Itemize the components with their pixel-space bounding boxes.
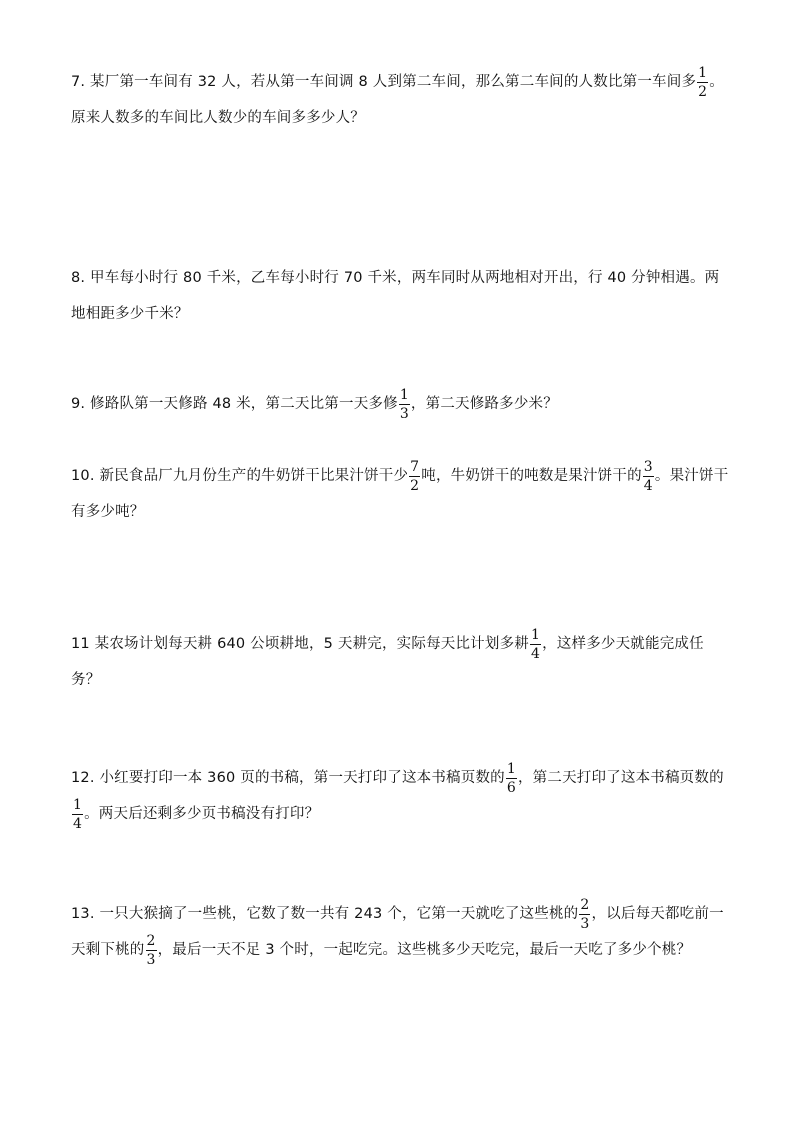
fraction-numerator: 1 — [698, 64, 708, 81]
fraction-numerator: 2 — [580, 896, 590, 913]
fraction-denominator: 3 — [399, 405, 409, 422]
problem-text: 11 某农场计划每天耕 640 公顷耕地，5 天耕完，实际每天比计划多耕 — [71, 636, 529, 652]
fraction-bar — [506, 778, 517, 779]
problem-8 — [71, 260, 731, 332]
fraction — [530, 628, 541, 661]
fraction-denominator: 2 — [410, 477, 420, 494]
problem-text: ，这样多少天就能完成任务？ — [71, 636, 704, 688]
problem-text: ，第二天修路多少米？ — [410, 396, 558, 412]
fraction — [72, 798, 83, 831]
fraction — [643, 460, 654, 493]
problem-13 — [71, 896, 731, 968]
problem-text: 8. 甲车每小时行 80 千米，乙车每小时行 70 千米，两车同时从两地相对开出，行 40 分钟相遇。两地相距多少千米？ — [71, 270, 720, 322]
problem-text: ，最后一天不足 3 个时，一起吃完。这些桃多少天吃完，最后一天吃了多少个桃？ — [157, 942, 692, 958]
fraction-denominator: 4 — [73, 815, 83, 832]
fraction-bar — [643, 476, 654, 477]
fraction — [579, 898, 590, 931]
fraction-denominator: 3 — [580, 915, 590, 932]
problem-text: 。两天后还剩多少页书稿没有打印？ — [84, 806, 320, 822]
fraction-bar — [579, 914, 590, 915]
fraction-denominator: 4 — [531, 645, 541, 662]
problem-text: ，第二天打印了这本书稿页数的 — [517, 770, 724, 786]
problem-text: 10. 新民食品厂九月份生产的牛奶饼干比果汁饼干少 — [71, 468, 409, 484]
problem-text: 。果汁饼干有多少吨？ — [71, 468, 729, 520]
fraction-numerator: 2 — [146, 932, 156, 949]
fraction-numerator: 3 — [643, 458, 653, 475]
fraction-numerator: 1 — [531, 626, 541, 643]
fraction-numerator: 1 — [73, 796, 83, 813]
problem-text: 7. 某厂第一车间有 32 人，若从第一车间调 8 人到第二车间，那么第二车间的人数比第一车间多 — [71, 74, 697, 90]
fraction-bar — [697, 82, 708, 83]
problem-text: 12. 小红要打印一本 360 页的书稿，第一天打印了这本书稿页数的 — [71, 770, 505, 786]
fraction — [697, 66, 708, 99]
fraction-numerator: 1 — [399, 386, 409, 403]
problem-10 — [71, 458, 731, 530]
problem-text: 吨，牛奶饼干的吨数是果汁饼干的 — [421, 468, 642, 484]
fraction-numerator: 1 — [506, 760, 516, 777]
problem-7 — [71, 64, 731, 136]
fraction-bar — [72, 814, 83, 815]
fraction — [399, 388, 410, 421]
fraction-numerator: 7 — [410, 458, 420, 475]
problem-12 — [71, 760, 731, 832]
fraction-denominator: 6 — [506, 779, 516, 796]
problem-9 — [71, 386, 731, 422]
fraction-bar — [399, 404, 410, 405]
fraction-bar — [530, 644, 541, 645]
fraction-bar — [409, 476, 420, 477]
problem-text: 。原来人数多的车间比人数少的车间多多少人？ — [71, 74, 724, 126]
problem-text: 9. 修路队第一天修路 48 米，第二天比第一天多修 — [71, 396, 398, 412]
fraction-denominator: 4 — [643, 477, 653, 494]
fraction — [146, 934, 157, 967]
problem-text: 13. 一只大猴摘了一些桃，它数了数一共有 243 个，它第一天就吃了这些桃的 — [71, 906, 579, 922]
fraction-bar — [146, 950, 157, 951]
fraction-denominator: 2 — [698, 83, 708, 100]
fraction-denominator: 3 — [146, 951, 156, 968]
problem-11 — [71, 626, 731, 698]
fraction — [409, 460, 420, 493]
problem-text: ，以后每天都吃前一天剩下桃的 — [71, 906, 724, 958]
fraction — [506, 762, 517, 795]
